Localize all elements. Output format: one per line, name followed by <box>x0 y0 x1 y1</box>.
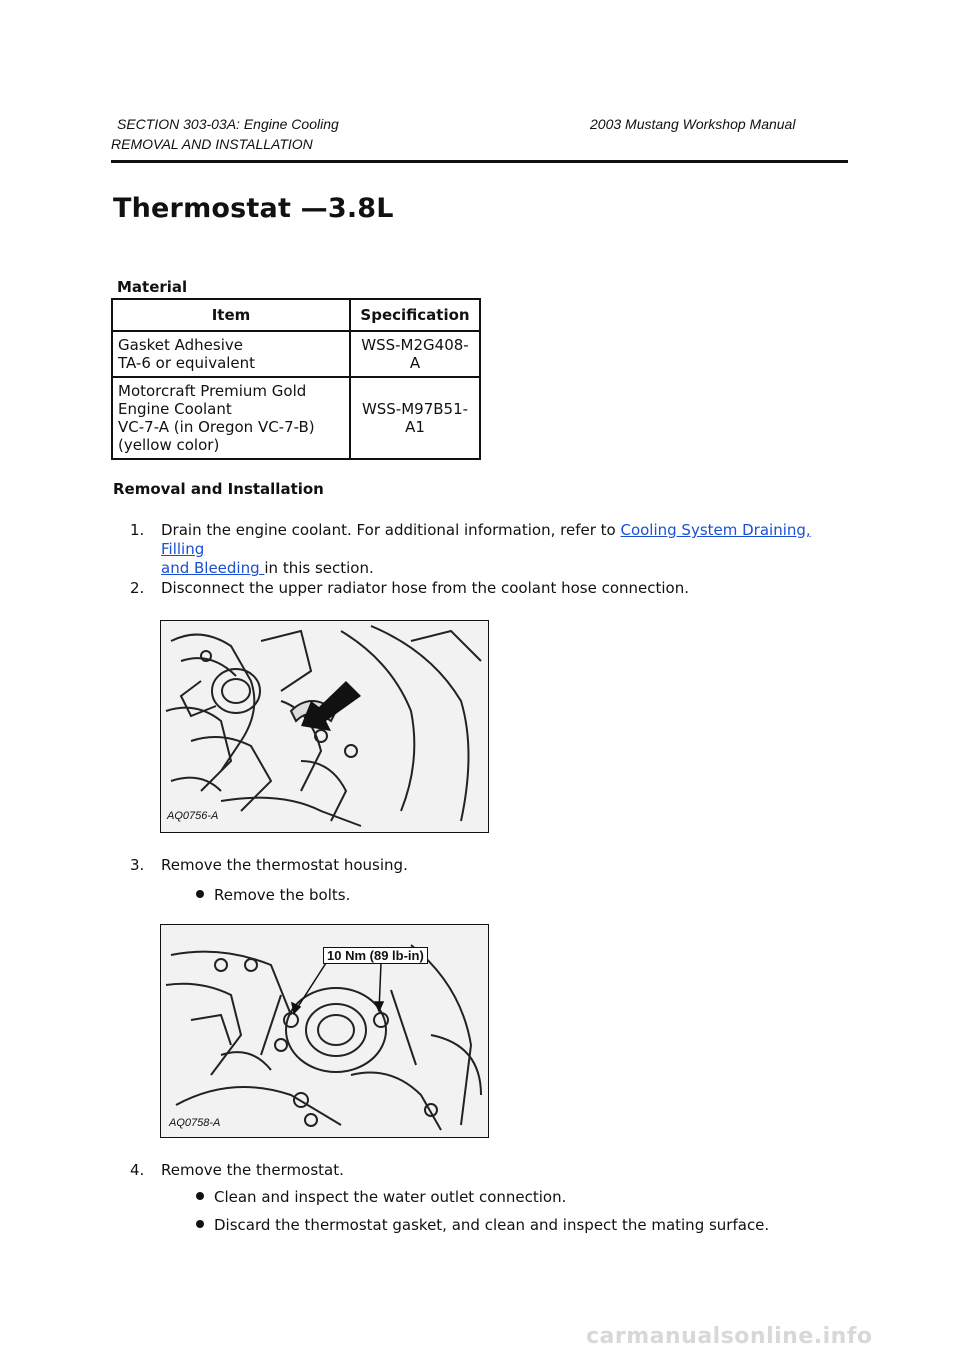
table-row <box>112 331 480 377</box>
material-label: Material <box>117 278 188 296</box>
subsection-title: REMOVAL AND INSTALLATION <box>111 136 313 152</box>
cooling-system-link[interactable]: Cooling System Draining, Filling <box>161 521 811 558</box>
table-cell-item: Motorcraft Premium Gold Engine Coolant VC-7-A (in Oregon VC-7-B) (yellow color) <box>112 377 350 459</box>
step-number: 1. <box>130 521 145 539</box>
table-cell-item: Gasket Adhesive TA-6 or equivalent <box>112 331 350 377</box>
bullet-icon <box>196 890 204 898</box>
bullet-icon <box>196 1220 204 1228</box>
page-title: Thermostat —3.8L <box>113 193 394 224</box>
manual-title: 2003 Mustang Workshop Manual <box>590 116 796 132</box>
step-number: 2. <box>130 579 145 597</box>
table-cell-spec: WSS-M2G408- A <box>350 331 480 377</box>
material-table <box>111 298 481 460</box>
section-title: SECTION 303-03A: Engine Cooling <box>117 116 339 132</box>
step-1-text-after: in this section. <box>264 559 374 577</box>
step-3-text: Remove the thermostat housing. <box>161 856 408 874</box>
figure-id-label: AQ0756-A <box>167 810 219 822</box>
cooling-system-link-continued[interactable]: and Bleeding <box>161 559 265 577</box>
table-cell-spec: WSS-M97B51- A1 <box>350 377 480 459</box>
column-header-specification: Specification <box>350 299 480 331</box>
step-1-text-before: Drain the engine coolant. For additional information, refer to <box>161 521 621 539</box>
torque-callout: 10 Nm (89 lb-in) <box>323 947 428 964</box>
list-item: Remove the bolts. <box>196 886 350 904</box>
figure-thermostat-housing <box>160 924 489 1138</box>
header-rule <box>111 160 848 163</box>
table-row <box>112 377 480 459</box>
engine-illustration-1 <box>161 621 488 832</box>
step-4-text: Remove the thermostat. <box>161 1161 344 1179</box>
step-1-text <box>161 521 851 578</box>
watermark: carmanualsonline.info <box>586 1324 873 1349</box>
column-header-item: Item <box>112 299 350 331</box>
step-2-text: Disconnect the upper radiator hose from the coolant hose connection. <box>161 579 690 597</box>
procedure-heading: Removal and Installation <box>113 480 324 498</box>
table-header-row <box>112 299 480 331</box>
bullet-icon <box>196 1192 204 1200</box>
list-item: Discard the thermostat gasket, and clean and inspect the mating surface. <box>196 1216 769 1234</box>
step-number: 4. <box>130 1161 145 1179</box>
step-number: 3. <box>130 856 145 874</box>
figure-upper-radiator-hose <box>160 620 489 833</box>
figure-id-label: AQ0758-A <box>169 1117 221 1129</box>
list-item: Clean and inspect the water outlet connection. <box>196 1188 566 1206</box>
